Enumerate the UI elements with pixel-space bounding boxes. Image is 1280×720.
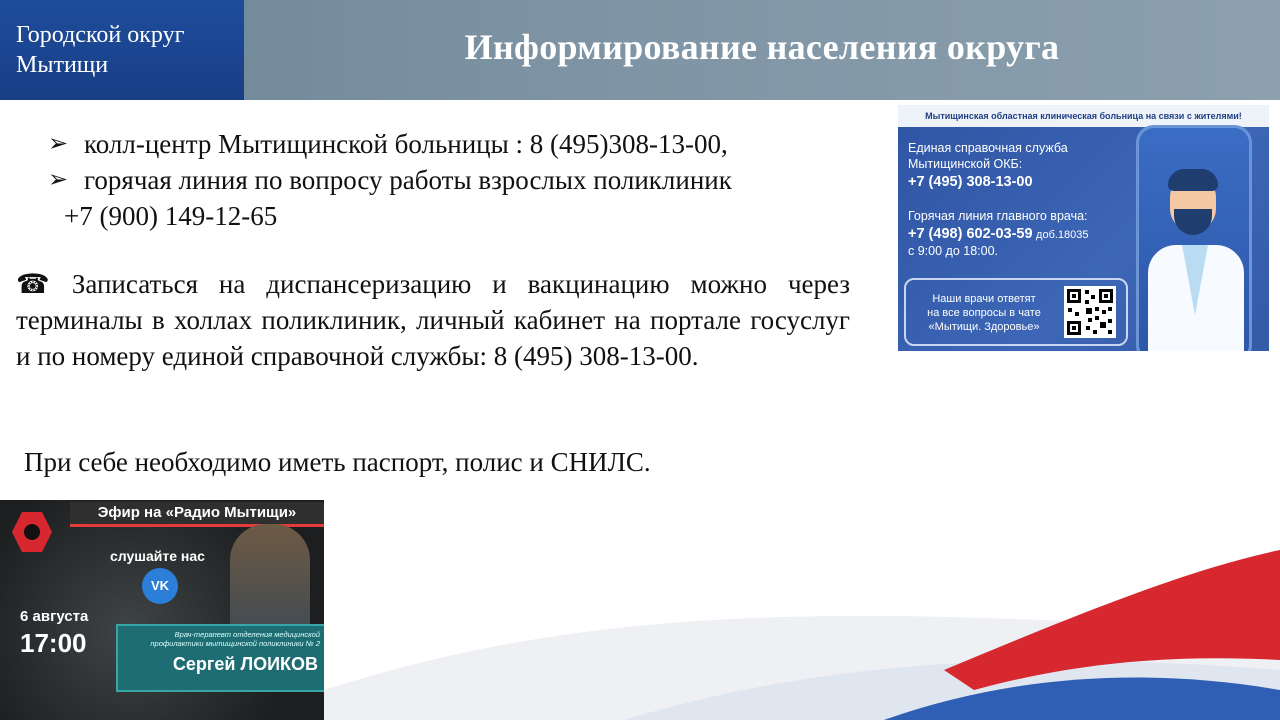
brand-block [0,0,244,100]
qr-code-icon[interactable] [1064,286,1116,338]
chief-phone: +7 (498) 602-03-59 [908,226,1033,242]
chat-line-2: на все вопросы в чате [927,307,1041,319]
phone-icon: ☎ [16,269,64,299]
hospital-banner [898,105,1269,351]
service-label-1: Единая справочная служба [908,141,1068,155]
brand-line-1: Городской округ [16,22,185,48]
doctor-hair [1168,169,1218,191]
flag-swoosh-decoration [324,540,1280,720]
arrow-bullet-icon: ➢ [48,167,69,193]
hospital-banner-header: Мытищинская областная клиническая больница на связи с жителями! [898,105,1269,127]
listen-label: слушайте нас [110,548,205,564]
broadcast-date: 6 августа [20,608,89,625]
vk-icon[interactable]: VK [142,568,178,604]
list-item-text: горячая линия по вопросу работы взрослых поликлиник [84,165,732,195]
chief-phone-row [908,226,1089,242]
paragraph-text: Записаться на диспансеризацию и вакцинацию можно через терминалы в холлах поликлиник, личный кабинет на портале госуслуг и по номеру единой справочной службы: 8 (495) 308-13-00. [16,269,850,371]
chief-label: Горячая линия главного врача: [908,209,1088,223]
brand-line-2: Мытищи [16,52,109,78]
chief-ext: доб.18035 [1036,229,1089,241]
chat-text [914,292,1054,334]
speaker-card [116,624,324,692]
broadcast-time: 17:00 [20,628,87,658]
radio-title: Эфир на «Радио Мытищи» [70,502,324,527]
speaker-name: Сергей ЛОИКОВ [172,654,318,674]
microphone-icon [24,524,40,540]
list-item-text: колл-центр Мытищинской больницы : 8 (495)308-13-00, [84,129,728,159]
header-bar [0,0,1280,100]
appointment-paragraph [16,266,850,374]
contact-list [48,126,732,198]
service-label-2: Мытищинской ОКБ: [908,157,1023,171]
speaker-role: Врач-терапевт отделения медицинской профилактики мытищинской поликлиники № 2 [150,630,320,648]
chat-box [904,278,1128,346]
list-item-callcenter [48,126,732,162]
radio-banner [0,500,324,720]
chief-hours: с 9:00 до 18:00. [908,244,998,258]
documents-note: При себе необходимо иметь паспорт, полис и СНИЛС. [24,447,651,477]
page-title: Информирование населения округа [464,27,1060,67]
service-phone: +7 (495) 308-13-00 [908,174,1033,190]
chat-line-3: «Мытищи. Здоровье» [928,321,1040,333]
hotline-number: +7 (900) 149-12-65 [64,201,278,231]
chat-line-1: Наши врачи ответят [932,293,1036,305]
list-item-hotline [48,162,732,198]
arrow-bullet-icon: ➢ [48,131,69,157]
